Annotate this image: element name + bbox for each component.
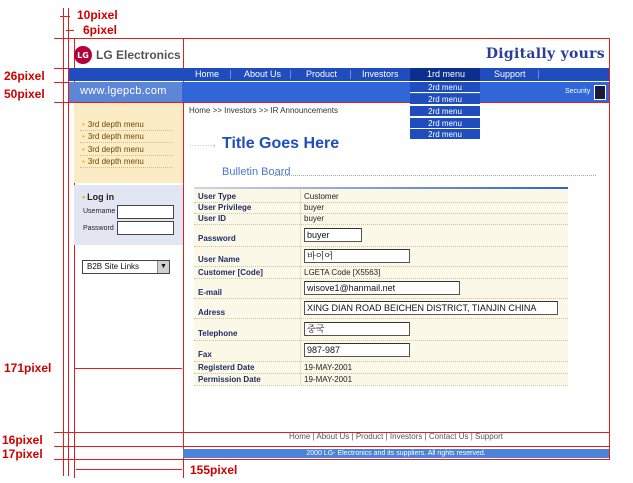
- row-label-user-type: User Type: [198, 192, 237, 201]
- row-divider: [194, 361, 568, 362]
- dropdown-item[interactable]: 2rd menu: [410, 82, 480, 93]
- row-value-customer-code: LGETA Code [X5563]: [304, 268, 381, 277]
- row-label-fax: Fax: [198, 350, 212, 359]
- depth-menu-item[interactable]: • 3rd depth menu: [82, 157, 144, 166]
- guide-line: [54, 446, 610, 447]
- dimension-arrow: [66, 30, 74, 31]
- row-divider: [194, 224, 568, 225]
- nav-separator: [230, 70, 231, 79]
- security-icon[interactable]: [594, 85, 606, 100]
- address-field[interactable]: XING DIAN ROAD BEICHEN DISTRICT, TIANJIN CHINA: [304, 301, 558, 315]
- row-value-user-privilege: buyer: [304, 203, 325, 212]
- top-nav-bar: [69, 68, 609, 81]
- nav-1rd-menu[interactable]: 1rd menu: [427, 69, 466, 79]
- password-label: Password: [83, 225, 114, 232]
- depth-menu-item[interactable]: • 3rd depth menu: [82, 145, 144, 154]
- breadcrumb: Home >> Investors >> IR Announcements: [189, 106, 338, 115]
- annotation-17px: 17pixel: [2, 447, 43, 461]
- annotation-26px: 26pixel: [4, 69, 45, 83]
- depth-menu-item[interactable]: • 3rd depth menu: [82, 120, 144, 129]
- row-divider: [194, 298, 568, 299]
- password-input[interactable]: [117, 221, 174, 235]
- row-label-email: E-mail: [198, 288, 223, 297]
- row-value-user-type: Customer: [304, 192, 339, 201]
- logo-text: LG Electronics: [96, 48, 181, 62]
- nav-about-us[interactable]: About Us: [244, 69, 282, 79]
- username-input[interactable]: [117, 205, 174, 219]
- security-label: Security: [565, 88, 591, 95]
- row-label-user-id: User ID: [198, 214, 227, 223]
- nav-separator: [350, 70, 351, 79]
- nav-investors[interactable]: Investors: [362, 69, 399, 79]
- menu-divider: [80, 130, 172, 131]
- annotation-50px: 50pixel: [4, 87, 45, 101]
- login-title: • Log in: [82, 192, 114, 202]
- row-label-user-name: User Name: [198, 255, 240, 264]
- dropdown-item[interactable]: 2rd menu: [410, 118, 480, 129]
- row-label-customer-code: Customer [Code]: [198, 268, 263, 277]
- dimension-arrow: [60, 16, 70, 17]
- table-top-border: [194, 187, 568, 189]
- annotation-155px: 155pixel: [190, 463, 238, 477]
- nav-product[interactable]: Product: [306, 69, 338, 79]
- menu-divider: [80, 142, 172, 143]
- row-divider: [194, 340, 568, 341]
- row-label-password: Password: [198, 234, 236, 243]
- row-divider: [194, 385, 568, 386]
- nav-support[interactable]: Support: [494, 69, 526, 79]
- row-divider: [194, 278, 568, 279]
- fax-field[interactable]: 987-987: [304, 343, 410, 357]
- chevron-down-icon[interactable]: ▼: [157, 261, 169, 273]
- row-divider: [194, 373, 568, 374]
- dropdown-item[interactable]: 2rd menu: [410, 129, 480, 140]
- annotation-6px: 6pixel: [83, 23, 118, 37]
- dropdown-item[interactable]: 2rd menu: [410, 94, 480, 105]
- footer-links[interactable]: Home | About Us | Product | Investors | Contact Us | Support: [288, 432, 504, 441]
- guide-line: [63, 8, 64, 476]
- b2b-select-value: B2B Site Links: [87, 262, 140, 271]
- user-name-field[interactable]: 바이어: [304, 249, 410, 263]
- guide-line: [54, 459, 610, 460]
- site-url: www.lgepcb.com: [80, 85, 167, 97]
- annotation-16px: 16pixel: [2, 433, 43, 447]
- row-label-user-privilege: User Privilege: [198, 203, 252, 212]
- row-label-address: Adress: [198, 308, 226, 317]
- row-divider: [194, 213, 568, 214]
- username-label: Username: [83, 208, 116, 215]
- row-label-registered-date: Registerd Date: [198, 363, 255, 372]
- title-arrow-icon: ·········›: [189, 141, 216, 150]
- email-field[interactable]: wisove1@hanmail.net: [304, 281, 460, 295]
- row-label-telephone: Telephone: [198, 329, 238, 338]
- row-value-permission-date: 19-MAY-2001: [304, 375, 353, 384]
- nav-separator: [538, 70, 539, 79]
- depth-menu-item[interactable]: • 3rd depth menu: [82, 132, 144, 141]
- lg-logo[interactable]: [74, 44, 184, 66]
- page-title: Title Goes Here: [222, 135, 340, 152]
- tagline: Digitally yours: [485, 46, 605, 62]
- footer-copyright: 2000 LG- Electronics and its suppliers. All rights reserved.: [306, 450, 486, 457]
- telephone-field[interactable]: 중국: [304, 322, 410, 336]
- left-menu-panel: [74, 103, 183, 183]
- board-title: Bulletin Board: [222, 166, 291, 178]
- row-value-registered-date: 19-MAY-2001: [304, 363, 353, 372]
- annotation-10px: 10pixel: [77, 8, 118, 22]
- nav-home[interactable]: Home: [195, 69, 220, 79]
- b2b-site-links-select[interactable]: [82, 260, 170, 274]
- annotation-171px: 171pixel: [4, 361, 52, 375]
- dimension-arrow: [76, 469, 182, 470]
- row-divider: [194, 266, 568, 267]
- table-column-divider: [300, 189, 301, 385]
- dimension-arrow: [74, 368, 182, 369]
- menu-divider: [80, 167, 172, 168]
- guide-line: [54, 38, 610, 39]
- password-field[interactable]: buyer: [304, 228, 362, 242]
- dropdown-item[interactable]: 2rd menu: [410, 106, 480, 117]
- guide-line: [183, 38, 184, 478]
- menu-divider: [80, 155, 172, 156]
- row-label-permission-date: Permission Date: [198, 375, 261, 384]
- row-divider: [194, 318, 568, 319]
- row-value-user-id: buyer: [304, 214, 325, 223]
- nav-separator: [290, 70, 291, 79]
- row-divider: [194, 246, 568, 247]
- board-divider: [274, 175, 596, 176]
- lg-logo-icon: LG: [74, 46, 92, 64]
